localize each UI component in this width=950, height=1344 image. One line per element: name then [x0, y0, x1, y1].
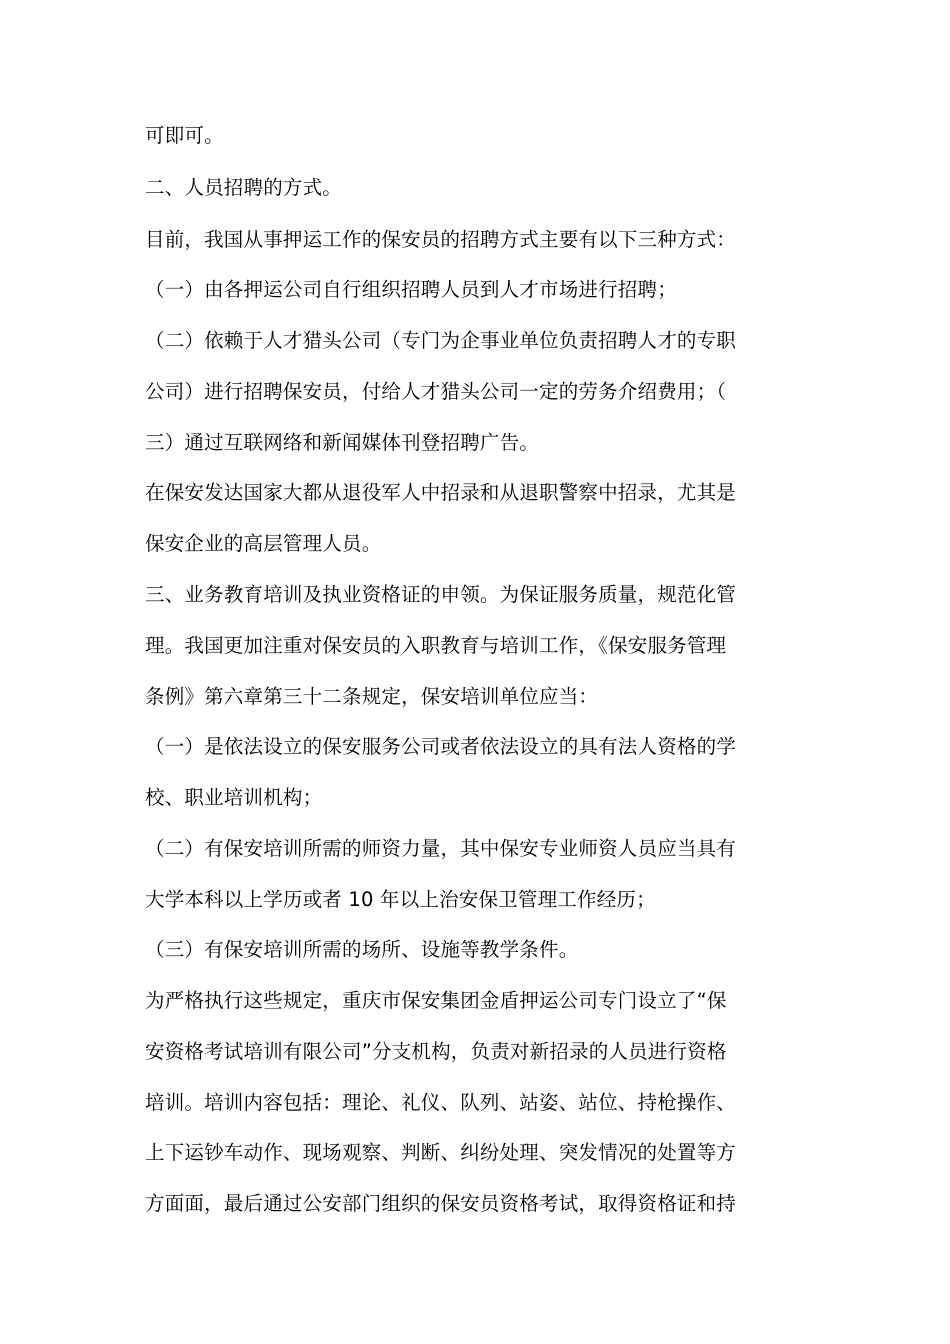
text-line: 目前，我国从事押运工作的保安员的招聘方式主要有以下三种方式：	[145, 228, 737, 251]
text-line: 方面面，最后通过公安部门组织的保安员资格考试，取得资格证和持	[145, 1192, 737, 1215]
text-line: 公司）进行招聘保安员，付给人才猎头公司一定的劳务介绍费用；（	[145, 380, 727, 403]
text-line: 校、职业培训机构；	[145, 786, 323, 809]
text-line: 在保安发达国家大都从退役军人中招录和从退职警察中招录，尤其是	[145, 481, 737, 504]
section-heading: 三、业务教育培训及执业资格证的申领。为保证服务质量，规范化管	[145, 583, 737, 606]
text-line: 理。我国更加注重对保安员的入职教育与培训工作，《保安服务管理	[145, 634, 727, 657]
text-line: （二）依赖于人才猎头公司（专门为企事业单位负责招聘人才的专职	[145, 329, 737, 352]
text-line: 可即可。	[145, 124, 224, 147]
text-line: 为严格执行这些规定，重庆市保安集团金盾押运公司专门设立了“保	[145, 989, 727, 1012]
section-heading: 二、人员招聘的方式。	[145, 176, 343, 199]
text-line: 安资格考试培训有限公司”分支机构，负责对新招录的人员进行资格	[145, 1040, 727, 1063]
text-line: 上下运钞车动作、现场观察、判断、纠纷处理、突发情况的处置等方	[145, 1141, 737, 1164]
text-line: （一）由各押运公司自行组织招聘人员到人才市场进行招聘；	[145, 278, 677, 301]
text-line: （一）是依法设立的保安服务公司或者依法设立的具有法人资格的学	[145, 735, 737, 758]
text-line: 培训。培训内容包括：理论、礼仪、队列、站姿、站位、持枪操作、	[145, 1091, 737, 1114]
text-line: （二）有保安培训所需的师资力量，其中保安专业师资人员应当具有	[145, 837, 737, 860]
text-line: 大学本科以上学历或者 10 年以上治安保卫管理工作经历；	[145, 888, 656, 911]
text-line: 三）通过互联网络和新闻媒体刊登招聘广告。	[145, 431, 540, 454]
text-line: （三）有保安培训所需的场所、设施等教学条件。	[145, 938, 579, 961]
text-line: 条例》第六章第三十二条规定，保安培训单位应当：	[145, 685, 599, 708]
text-line: 保安企业的高层管理人员。	[145, 532, 382, 555]
